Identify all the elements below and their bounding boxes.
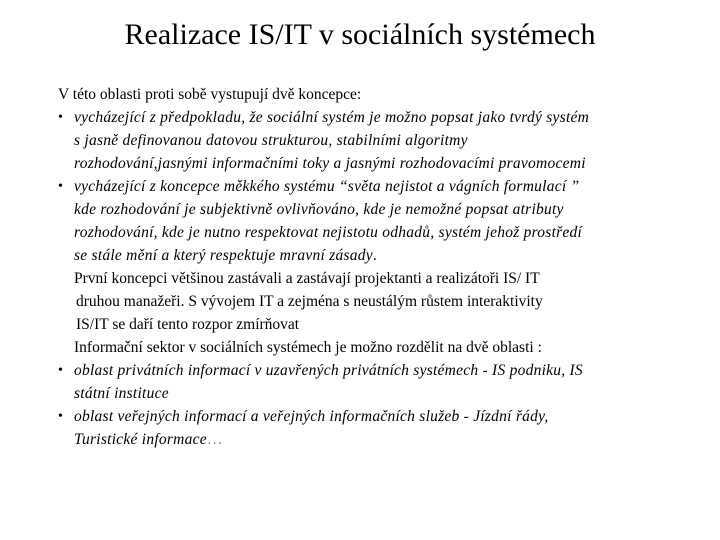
bullet1-line2-text: s jasně definovanou datovou strukturou, stabilními algoritmy bbox=[74, 132, 468, 149]
bullet-icon: • bbox=[58, 409, 63, 424]
bullet3-line1-text: oblast privátních informací v uzavřených privátních systémech - IS podniku, IS bbox=[74, 362, 583, 379]
paragraph1-line2: druhou manažeři. S vývojem IT a zejména s neustálým růstem interaktivity bbox=[76, 293, 543, 310]
intro-text: V této oblasti proti sobě vystupují dvě koncepce: bbox=[58, 86, 362, 103]
bullet2-line2-text: kde rozhodování je subjektivně ovlivňováno, kde je nemožné popsat atributy bbox=[74, 201, 564, 218]
list-item-bullet4-line1 bbox=[58, 405, 688, 428]
slide-title: Realizace IS/IT v sociálních systémech bbox=[124, 18, 596, 51]
bullet2-line4 bbox=[58, 244, 688, 267]
bullet4-line2-trail: … bbox=[206, 431, 223, 448]
paragraph1-line3: IS/IT se daří tento rozpor zmírňovat bbox=[76, 316, 300, 333]
bullet4-line1-text: oblast veřejných informací a veřejných informačních služeb - Jízdní řády, bbox=[74, 408, 549, 425]
bullet4-line2 bbox=[58, 428, 688, 451]
paragraph1-line1: První koncepci většinou zastávali a zastávají projektanti a realizátoři IS/ IT bbox=[74, 270, 540, 287]
bullet2-line4-text: se stále mění a který respektuje mravní zásady bbox=[74, 247, 373, 264]
bullet3-line2-text: státní instituce bbox=[74, 385, 169, 402]
bullet2-line1-text: vycházející z koncepce měkkého systému “světa nejistot a vágních formulací ” bbox=[74, 178, 580, 195]
bullet1-line1-text: vycházející z předpokladu, že sociální systém je možno popsat jako tvrdý systém bbox=[74, 109, 590, 126]
bullet1-line3-text: rozhodování,jasnými informačními toky a jasnými rozhodovacími pravomocemi bbox=[74, 155, 586, 172]
bullet-icon: • bbox=[58, 110, 63, 125]
slide-body bbox=[58, 83, 688, 451]
paragraph2-text: Informační sektor v sociálních systémech je možno rozdělit na dvě oblasti : bbox=[74, 339, 542, 356]
list-item-bullet1-line1 bbox=[58, 106, 688, 129]
list-item-bullet2-line1 bbox=[58, 175, 688, 198]
list-item-bullet3-line1 bbox=[58, 359, 688, 382]
bullet-icon: • bbox=[58, 363, 63, 378]
bullet-icon: • bbox=[58, 179, 63, 194]
bullet2-line3-text: rozhodování, kde je nutno respektovat nejistotu odhadů, systém jehož prostředí bbox=[74, 224, 583, 241]
bullet4-line2-text: Turistické informace bbox=[74, 431, 207, 448]
bullet2-line4-end: . bbox=[372, 247, 377, 264]
